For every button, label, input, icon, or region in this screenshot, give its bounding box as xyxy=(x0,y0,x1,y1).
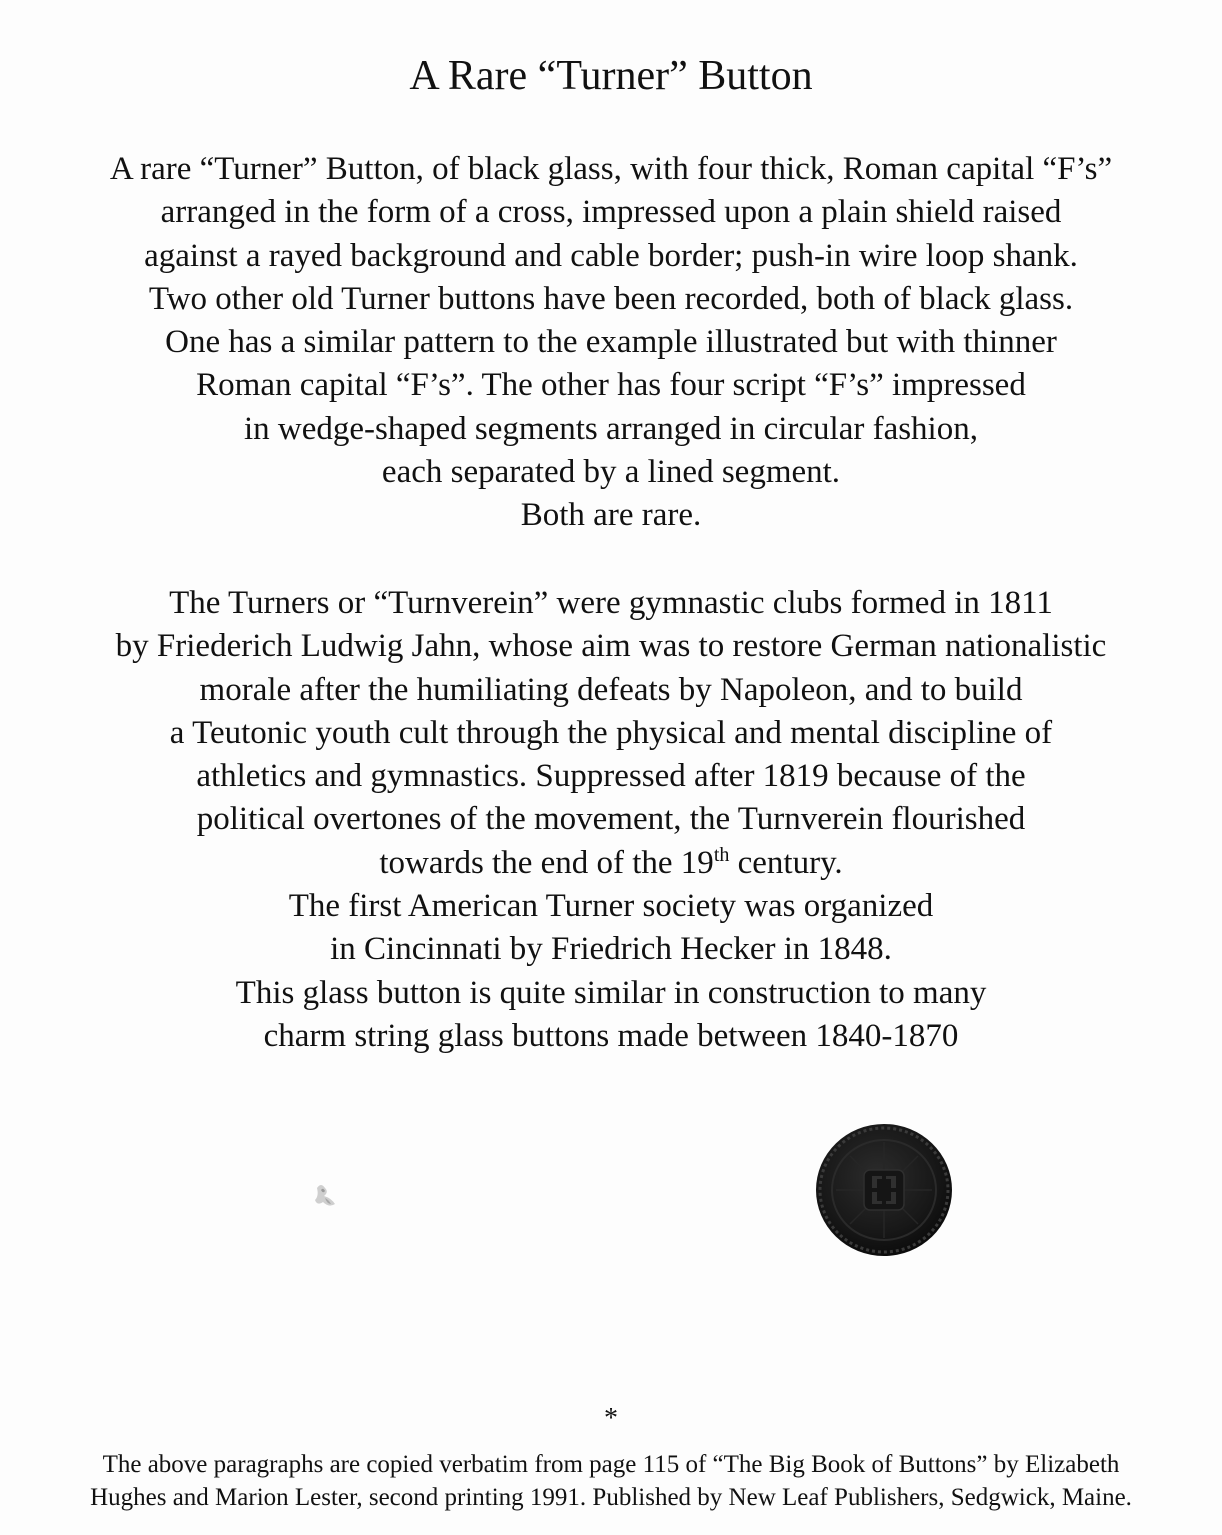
text-line: charm string glass buttons made between 1840-1870 xyxy=(263,1017,959,1054)
text-line: against a rayed background and cable border; push-in wire loop shank. xyxy=(144,237,1078,274)
text-line: Two other old Turner buttons have been recorded, both of black glass. xyxy=(148,280,1074,317)
text-line: each separated by a lined segment. xyxy=(381,454,841,491)
footnote-line: Hughes and Marion Lester, second printing 1991. Published by New Leaf Publishers, Sedgwick, Maine. xyxy=(90,1484,1132,1511)
text-line: The Turners or “Turnverein” were gymnastic clubs formed in 1811 xyxy=(169,585,1053,621)
section-separator: * xyxy=(604,1403,618,1434)
century-line-end: century. xyxy=(729,844,843,881)
text-line: political overtones of the movement, the Turnverein flourished xyxy=(196,801,1026,838)
text-line: The first American Turner society was organized xyxy=(288,888,934,925)
dust-speck xyxy=(309,1178,349,1218)
page-title: A Rare “Turner” Button xyxy=(409,53,813,99)
text-line: a Teutonic youth cult through the physical and mental discipline of xyxy=(169,714,1053,751)
text-line: Roman capital “F’s”. The other has four script “F’s” impressed xyxy=(196,367,1026,404)
century-line xyxy=(20,842,1202,885)
source-footnote xyxy=(20,1448,1202,1514)
text-line: This glass button is quite similar in construction to many xyxy=(235,974,987,1011)
text-line: arranged in the form of a cross, impressed upon a plain shield raised xyxy=(160,194,1062,231)
ordinal-superscript: th xyxy=(713,843,730,866)
footnote-line: The above paragraphs are copied verbatim from page 115 of “The Big Book of Buttons” by Elizabeth xyxy=(102,1451,1120,1478)
text-line: A rare “Turner” Button, of black glass, with four thick, Roman capital “F’s” xyxy=(109,151,1113,187)
text-line: Both are rare. xyxy=(520,497,702,534)
text-line: in wedge-shaped segments arranged in circular fashion, xyxy=(244,410,978,447)
text-line: by Friederich Ludwig Jahn, whose aim was to restore German nationalistic xyxy=(115,628,1107,665)
text-line: One has a similar pattern to the example illustrated but with thinner xyxy=(165,324,1057,361)
text-line: in Cincinnati by Friedrich Hecker in 1848. xyxy=(330,931,892,968)
description-paragraph xyxy=(20,148,1202,538)
text-line: athletics and gymnastics. Suppressed after 1819 because of the xyxy=(196,758,1026,795)
text-line: morale after the humiliating defeats by Napoleon, and to build xyxy=(199,671,1023,708)
century-line-start: towards the end of the 19 xyxy=(379,844,714,881)
history-paragraph xyxy=(20,582,1202,1058)
turner-button-image xyxy=(814,1122,954,1258)
